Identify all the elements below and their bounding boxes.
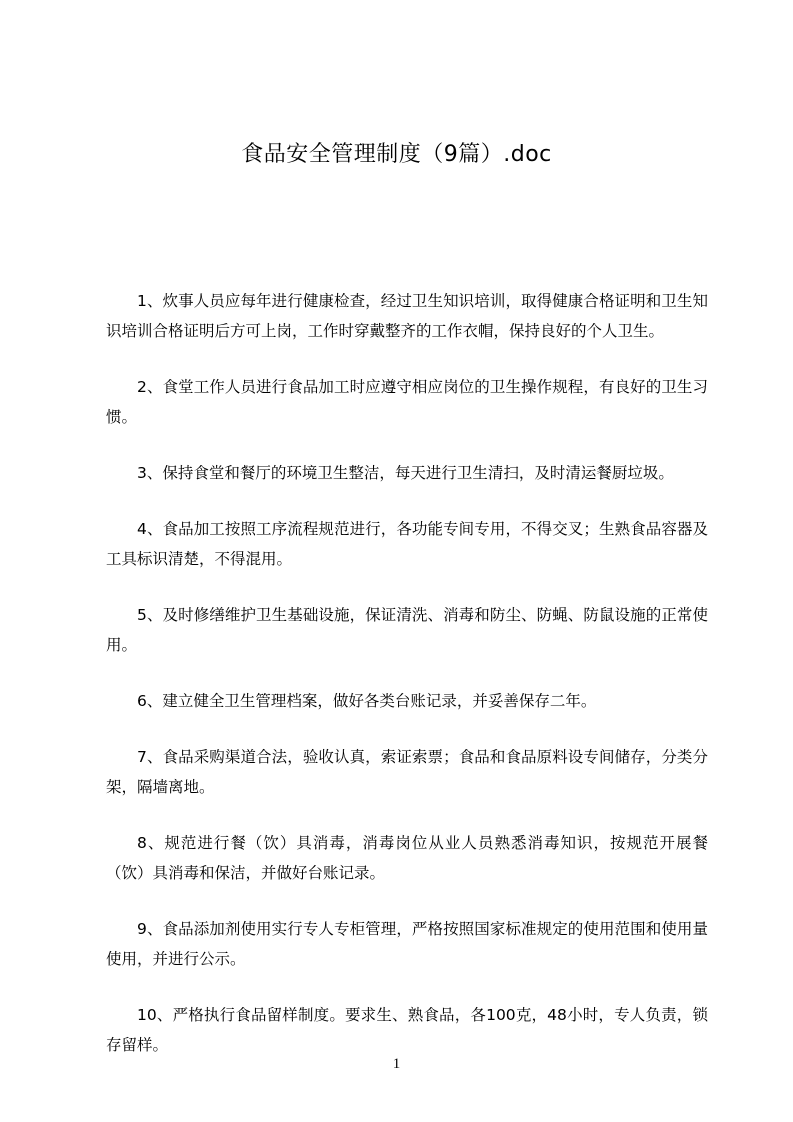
page-number: 1 xyxy=(392,1056,401,1072)
document-body xyxy=(106,286,708,1086)
paragraph-6: 6、建立健全卫生管理档案，做好各类台账记录，并妥善保存二年。 xyxy=(137,692,597,710)
paragraph-4: 4、食品加工按照工序流程规范进行，各功能专间专用，不得交叉；生熟食品容器及工具标识清楚，不得混用。 xyxy=(106,520,708,568)
paragraph-8: 8、规范进行餐（饮）具消毒，消毒岗位从业人员熟悉消毒知识，按规范开展餐（饮）具消毒和保洁，并做好台账记录。 xyxy=(106,834,708,882)
paragraph-1: 1、炊事人员应每年进行健康检查，经过卫生知识培训，取得健康合格证明和卫生知识培训合格证明后方可上岗，工作时穿戴整齐的工作衣帽，保持良好的个人卫生。 xyxy=(106,292,708,340)
paragraph-10: 10、严格执行食品留样制度。要求生、熟食品，各100克，48小时，专人负责，锁存留样。 xyxy=(106,1006,708,1054)
paragraph-9: 9、食品添加剂使用实行专人专柜管理，严格按照国家标准规定的使用范围和使用量使用，并进行公示。 xyxy=(106,920,708,968)
paragraph-2: 2、食堂工作人员进行食品加工时应遵守相应岗位的卫生操作规程，有良好的卫生习惯。 xyxy=(106,378,708,426)
paragraph-3: 3、保持食堂和餐厅的环境卫生整洁，每天进行卫生清扫，及时清运餐厨垃圾。 xyxy=(137,464,674,482)
paragraph-7: 7、食品采购渠道合法，验收认真，索证索票；食品和食品原料设专间储存，分类分架，隔墙离地。 xyxy=(106,748,708,796)
paragraph-5: 5、及时修缮维护卫生基础设施，保证清洗、消毒和防尘、防蝇、防鼠设施的正常使用。 xyxy=(106,606,708,654)
document-title: 食品安全管理制度（9篇）.doc xyxy=(241,142,552,167)
